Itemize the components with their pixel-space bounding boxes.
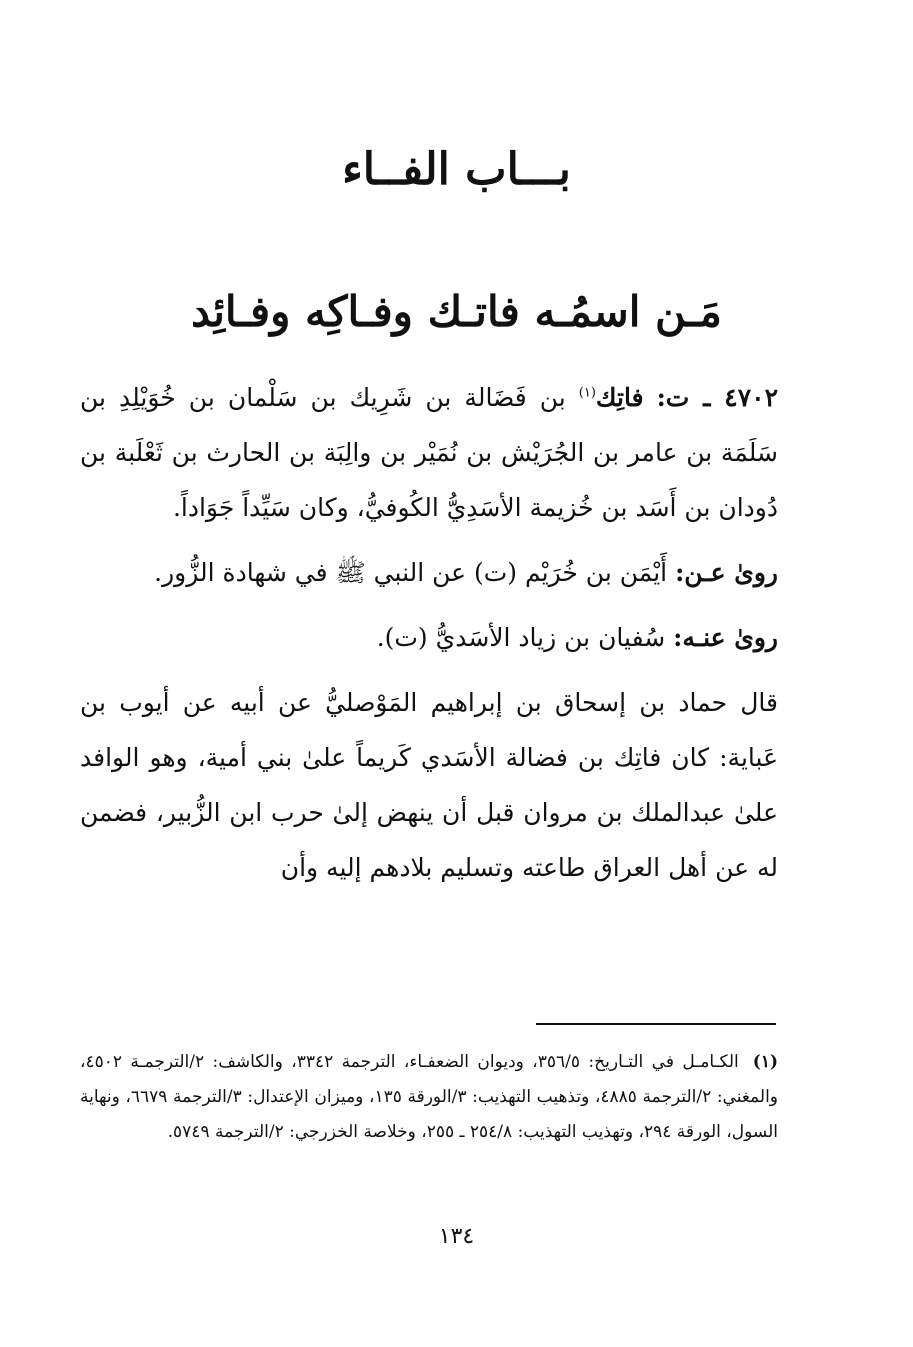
footnote-reference[interactable]: (١) [578, 385, 596, 401]
entry-paragraph [80, 370, 778, 535]
body-paragraph: قال حماد بن إسحاق بن إبراهيم المَوْصليُّ عن أبيه عن أيوب بن عَباية: كان فاتِك بن فضالة الأسَدي كَريماً علىٰ بني أمية، وهو الوافد علىٰ عبدالملك بن مروان قبل أن ينهض إلىٰ حرب ابن الزُّبير، فضمن له عن أهل العراق طاعته وتسليم بلادهم إليه وأن [80, 688, 778, 882]
entry-name: فاتِك [595, 383, 644, 412]
narrated-from-label: روىٰ عـن: [675, 558, 778, 587]
narrated-by-label: روىٰ عنـه: [673, 623, 778, 652]
narrated-by-paragraph [80, 610, 778, 665]
footnote-divider [536, 1023, 776, 1025]
narrated-from-paragraph [80, 545, 778, 600]
footnote-number: (١) [752, 1052, 779, 1072]
chapter-title: بـــاب الفــاء [342, 144, 571, 195]
entry-number: ٤٧٠٢ ـ ت: [656, 383, 778, 412]
main-text [80, 370, 778, 905]
footnote-text: الكـامـل في التـاريخ: ٣٥٦/٥، وديوان الضعفـاء، الترجمة ٣٣٤٢، والكاشف: ٢/الترجمـة ٤٥٠٢، والمغني: ٢/الترجمة ٤٨٨٥، وتذهيب التهذيب: ٣/الورقة ١٣٥، وميزان الإعتدال: ٣/الترجمة ٦٦٧٩، ونهاية السول، الورقة ٢٩٤، وتهذيب التهذيب: ٢٥٤/٨ ـ ٢٥٥، وخلاصة الخزرجي: ٢/الترجمة ٥٧٤٩. [80, 1052, 778, 1142]
narrated-from-text: أَيْمَن بن خُرَيْم (ت) عن النبي ﷺ في شهادة الزُّور. [154, 558, 668, 587]
entry-text: بن فَضَالة بن شَرِيك بن سَلْمان بن خُوَيْلِدِ بن سَلَمَة بن عامر بن الجُرَيْش بن نُمَيْر بن والِبَة بن الحارث بن ثَعْلَبة بن دُودان بن أَسَد بن خُزيمة الأسَدِيُّ الكُوفيُّ، وكان سَيِّداً جَوَاداً. [80, 383, 778, 522]
section-title: مَـن اسمُـه فاتـك وفـاكِه وفـائِد [191, 287, 722, 336]
narrated-by-text: سُفيان بن زياد الأسَديُّ (ت). [376, 623, 666, 652]
footnote [80, 1045, 778, 1150]
page-number: ١٣٤ [438, 1224, 475, 1249]
